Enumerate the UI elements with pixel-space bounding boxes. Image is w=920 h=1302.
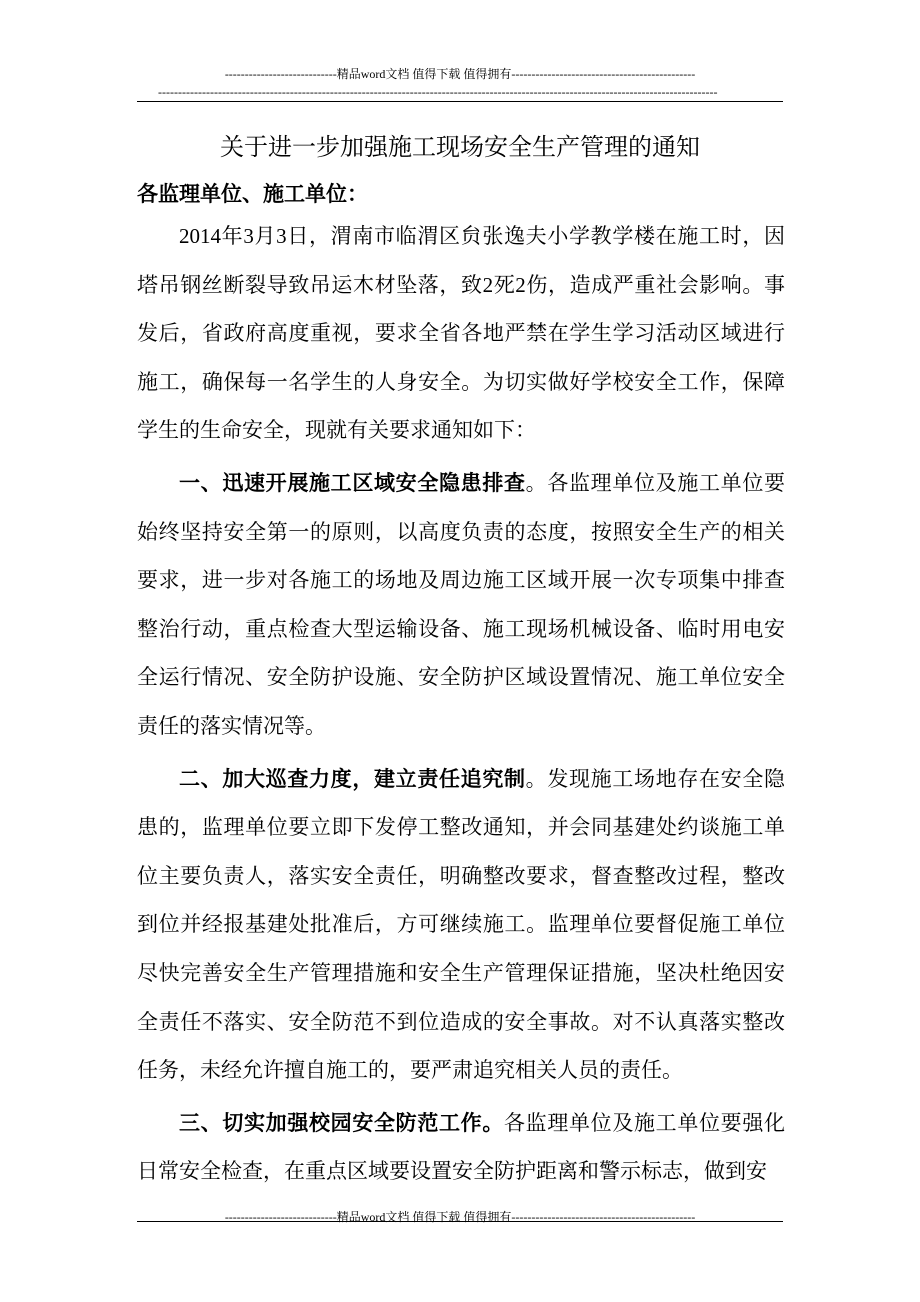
section-paragraph-1 [137,459,785,751]
header-rule [137,101,783,102]
section-text-2: 。发现施工场地存在安全隐患的，监理单位要立即下发停工整改通知，并会同基建处约谈施工单位主要负责人，落实安全责任，明确整改要求，督查整改过程，整改到位并经报基建处批准后，方可继续施工。监理单位要督促施工单位尽快完善安全生产管理措施和安全生产管理保证措施，坚决杜绝因安全责任不落实、安全防范不到位造成的安全事故。对不认真落实整改任务，未经允许擅自施工的，要严肃追究相关人员的责任。 [137,766,786,1083]
section-paragraph-2 [137,755,785,1095]
section-heading-3: 三、切实加强校园安全防范工作。 [179,1110,504,1135]
intro-paragraph: 2014年3月3日，渭南市临渭区贠张逸夫小学教学楼在施工时，因塔吊钢丝断裂导致吊运木材坠落，致2死2伤，造成严重社会影响。事发后，省政府高度重视，要求全省各地严禁在学生学习活动区域进行施工，确保每一名学生的人身安全。为切实做好学校安全工作，保障学生的生命安全，现就有关要求通知如下： [137,224,785,443]
page-footer-text: ----------------------------精品word文档 值得下载 值得拥有---------------------------------------------- [224,1210,696,1224]
section-text-3: 各监理单位及施工单位要强化日常安全检查，在重点区域要设置安全防护距离和警示标志，做到安 [137,1110,785,1184]
section-paragraph-3 [137,1099,785,1196]
page-header-text: ----------------------------精品word文档 值得下载 值得拥有---------------------------------------------- [224,67,696,81]
document-body [137,212,785,1196]
footer-rule [137,1221,783,1222]
salutation: 各监理单位、施工单位： [137,182,368,206]
document-title: 关于进一步加强施工现场安全生产管理的通知 [220,135,700,161]
section-heading-2: 二、加大巡查力度，建立责任追究制 [179,766,526,791]
section-heading-1: 一、迅速开展施工区域安全隐患排查 [179,470,526,495]
section-text-1: 。各监理单位及施工单位要始终坚持安全第一的原则，以高度负责的态度，按照安全生产的相关要求，进一步对各施工的场地及周边施工区域开展一次专项集中排查整治行动，重点检查大型运输设备、施工现场机械设备、临时用电安全运行情况、安全防护设施、安全防护区域设置情况、施工单位安全责任的落实情况等。 [137,470,786,738]
page-header-dashes: -------------------------------------------------------------------------------------------------------------------------------------------- [158,86,718,98]
